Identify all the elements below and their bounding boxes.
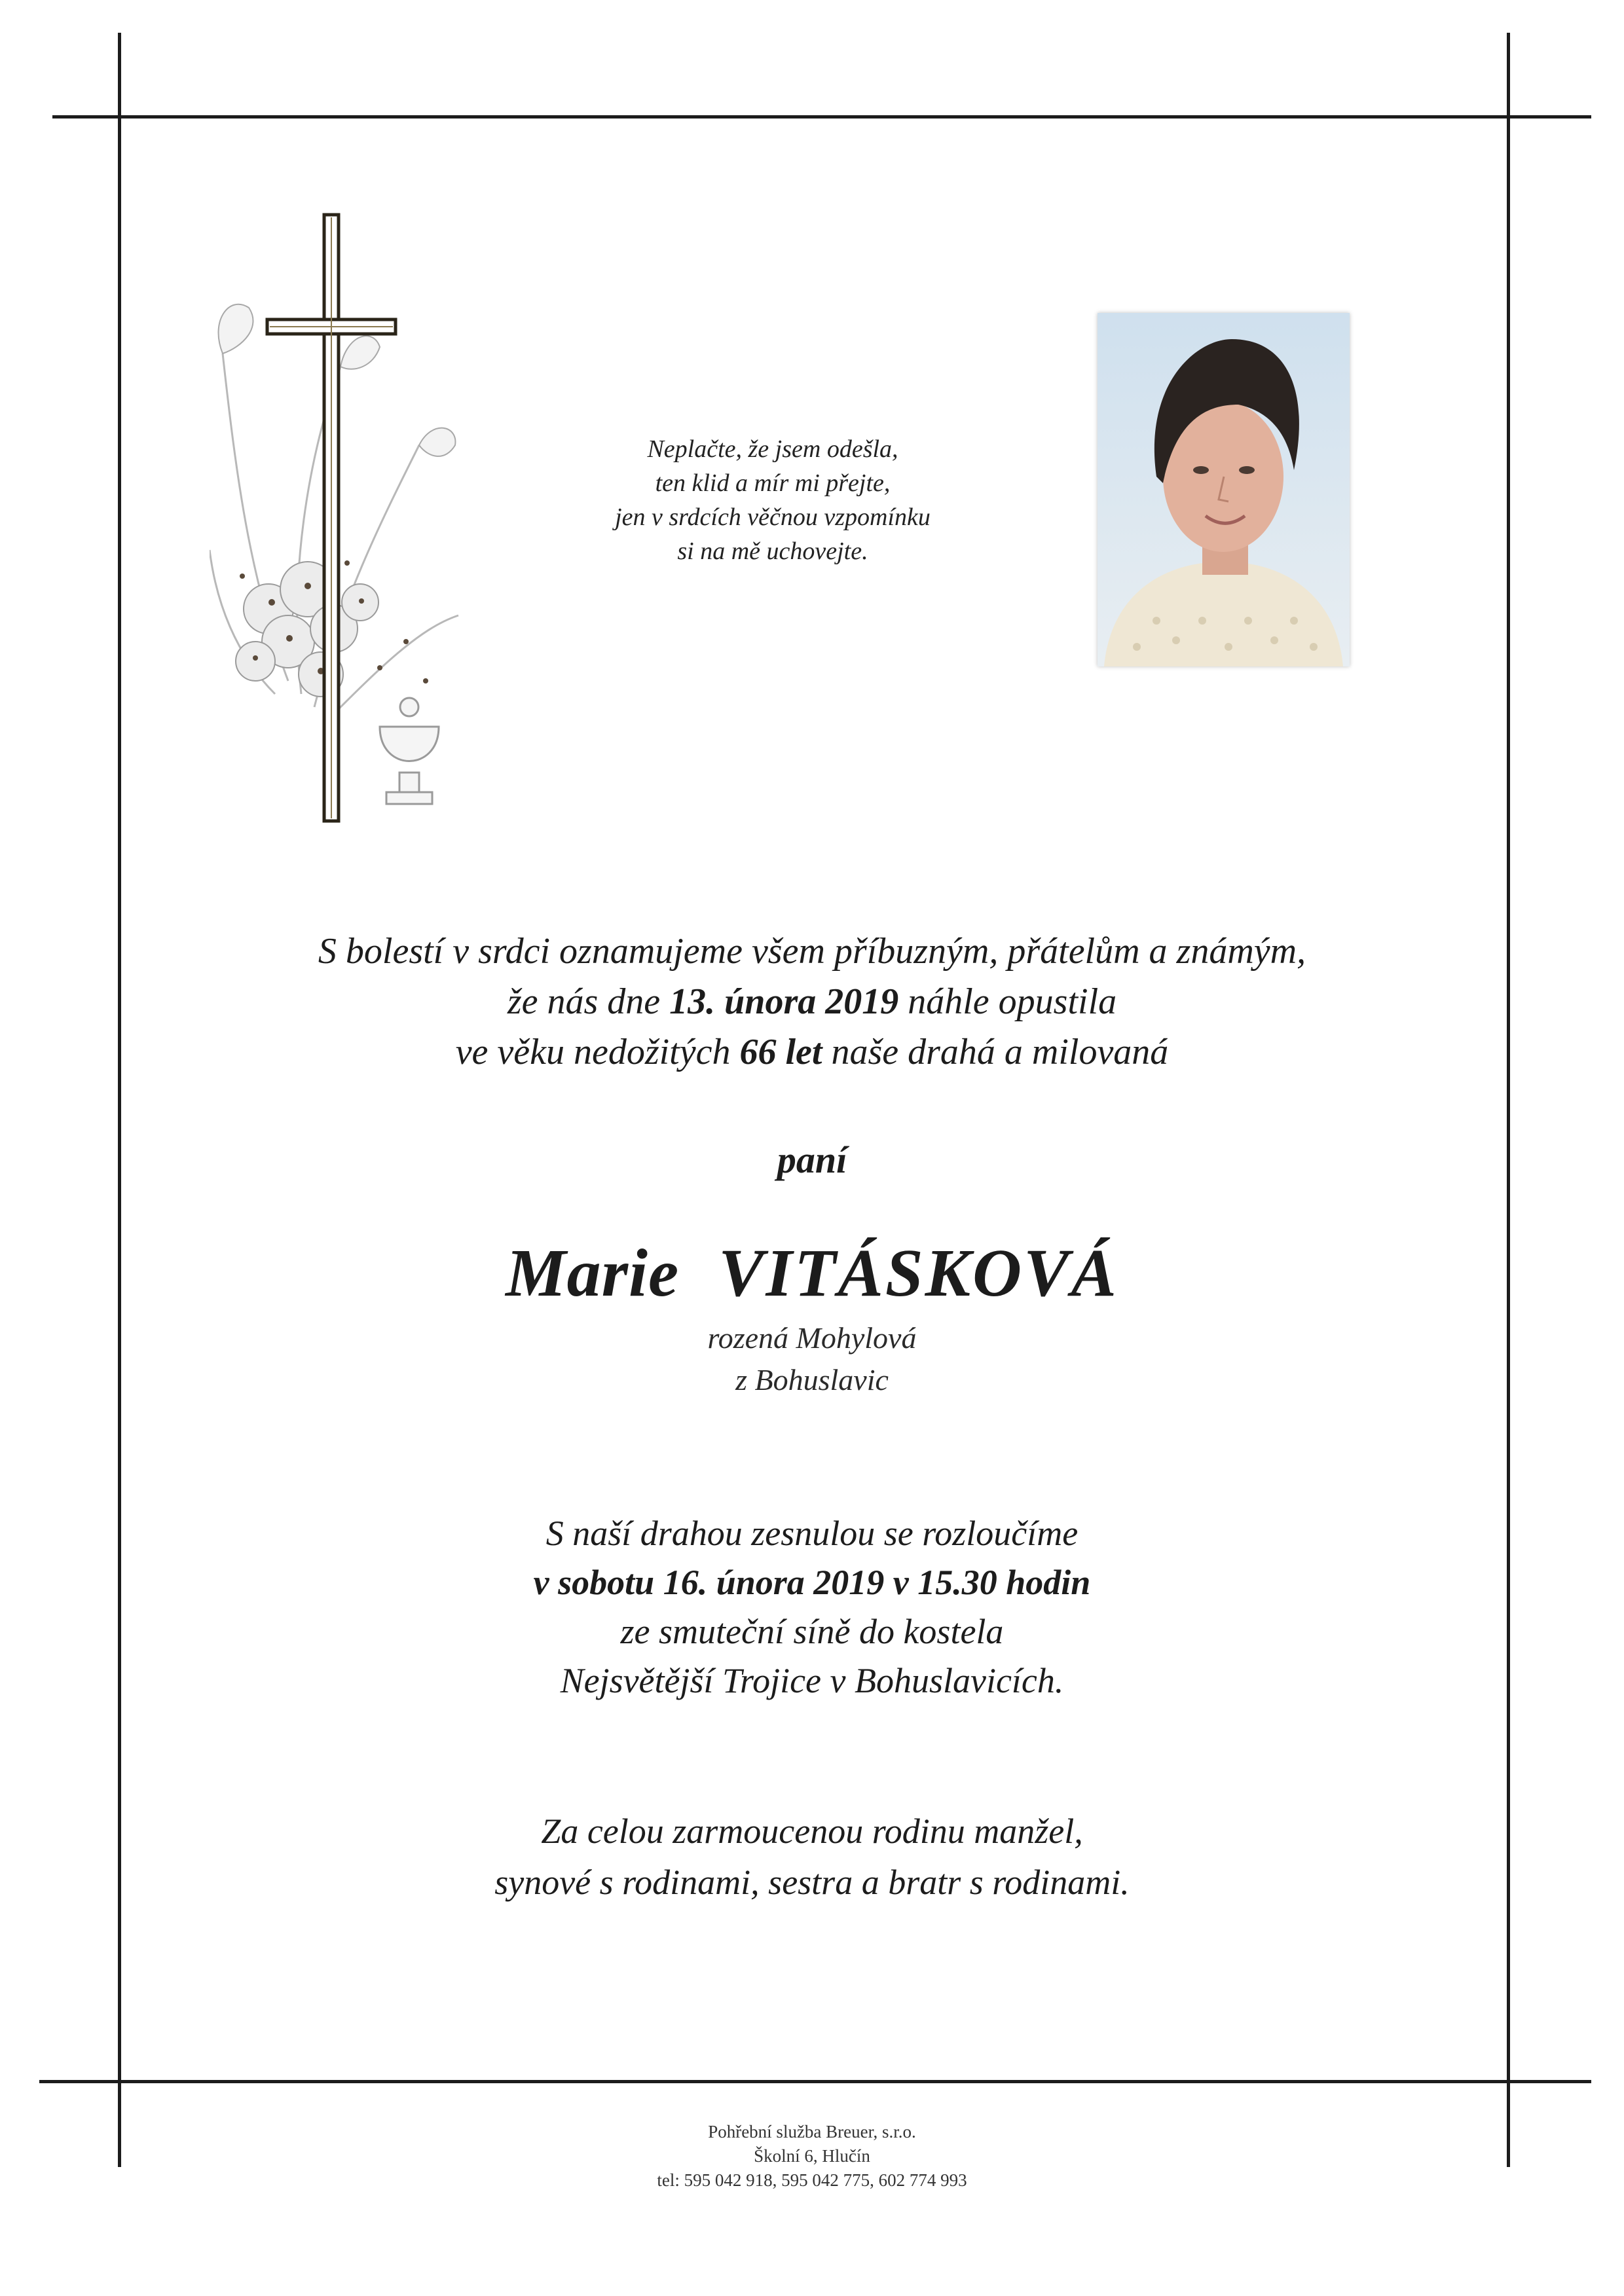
announcement-text: že nás dne	[507, 981, 661, 1022]
memorial-poem	[537, 432, 1008, 568]
announcement-text: ve věku nedožitých	[455, 1032, 731, 1072]
deceased-origin	[157, 1317, 1467, 1401]
death-announcement	[157, 926, 1467, 1078]
surname: VITÁSKOVÁ	[718, 1235, 1118, 1311]
announcement-line	[157, 1027, 1467, 1078]
announcement-line	[157, 977, 1467, 1027]
farewell-line: S naší drahou zesnulou se rozloučíme	[545, 1514, 1079, 1553]
announcement-text: náhle opustila	[908, 981, 1117, 1022]
announcement-text: naše drahá a milovaná	[831, 1032, 1169, 1072]
age-at-death: 66 let	[739, 1032, 822, 1072]
poem-line: Neplačte, že jsem odešla,	[647, 435, 898, 463]
company-address: Školní 6, Hlučín	[754, 2146, 870, 2166]
top-border-line	[52, 115, 1591, 118]
left-border-line	[118, 33, 121, 2167]
funeral-service-footer	[485, 2120, 1139, 2193]
honorific: paní	[777, 1139, 847, 1181]
family-line: synové s rodinami, sestra a bratr s rodinami.	[494, 1863, 1130, 1902]
farewell-line: ze smuteční síně do kostela	[620, 1612, 1004, 1651]
poem-line: si na mě uchovejte.	[677, 538, 868, 565]
family-line: Za celou zarmoucenou rodinu manžel,	[541, 1812, 1083, 1851]
hometown: z Bohuslavic	[735, 1363, 889, 1396]
family-signature	[157, 1806, 1467, 1908]
poem-line: jen v srdcích věčnou vzpomínku	[615, 503, 931, 531]
farewell-line: Nejsvětější Trojice v Bohuslavicích.	[560, 1661, 1064, 1700]
maiden-name: rozená Mohylová	[707, 1321, 917, 1355]
right-border-line	[1507, 33, 1510, 2167]
company-phones: tel: 595 042 918, 595 042 775, 602 774 993	[657, 2170, 967, 2190]
funeral-datetime: v sobotu 16. února 2019 v 15.30 hodin	[533, 1563, 1091, 1602]
bottom-border-line	[39, 2080, 1591, 2083]
company-name: Pohřební služba Breuer, s.r.o.	[708, 2122, 916, 2141]
death-date: 13. února 2019	[669, 981, 899, 1022]
funeral-details	[157, 1509, 1467, 1705]
poem-line: ten klid a mír mi přejte,	[655, 469, 891, 497]
first-name: Marie	[506, 1235, 680, 1311]
announcement-line: S bolestí v srdci oznamujeme všem příbuzným, přátelům a známým,	[318, 931, 1306, 972]
deceased-portrait-photo	[1098, 313, 1350, 666]
deceased-name	[157, 1234, 1467, 1312]
cross-flowers-emblem	[210, 210, 498, 825]
